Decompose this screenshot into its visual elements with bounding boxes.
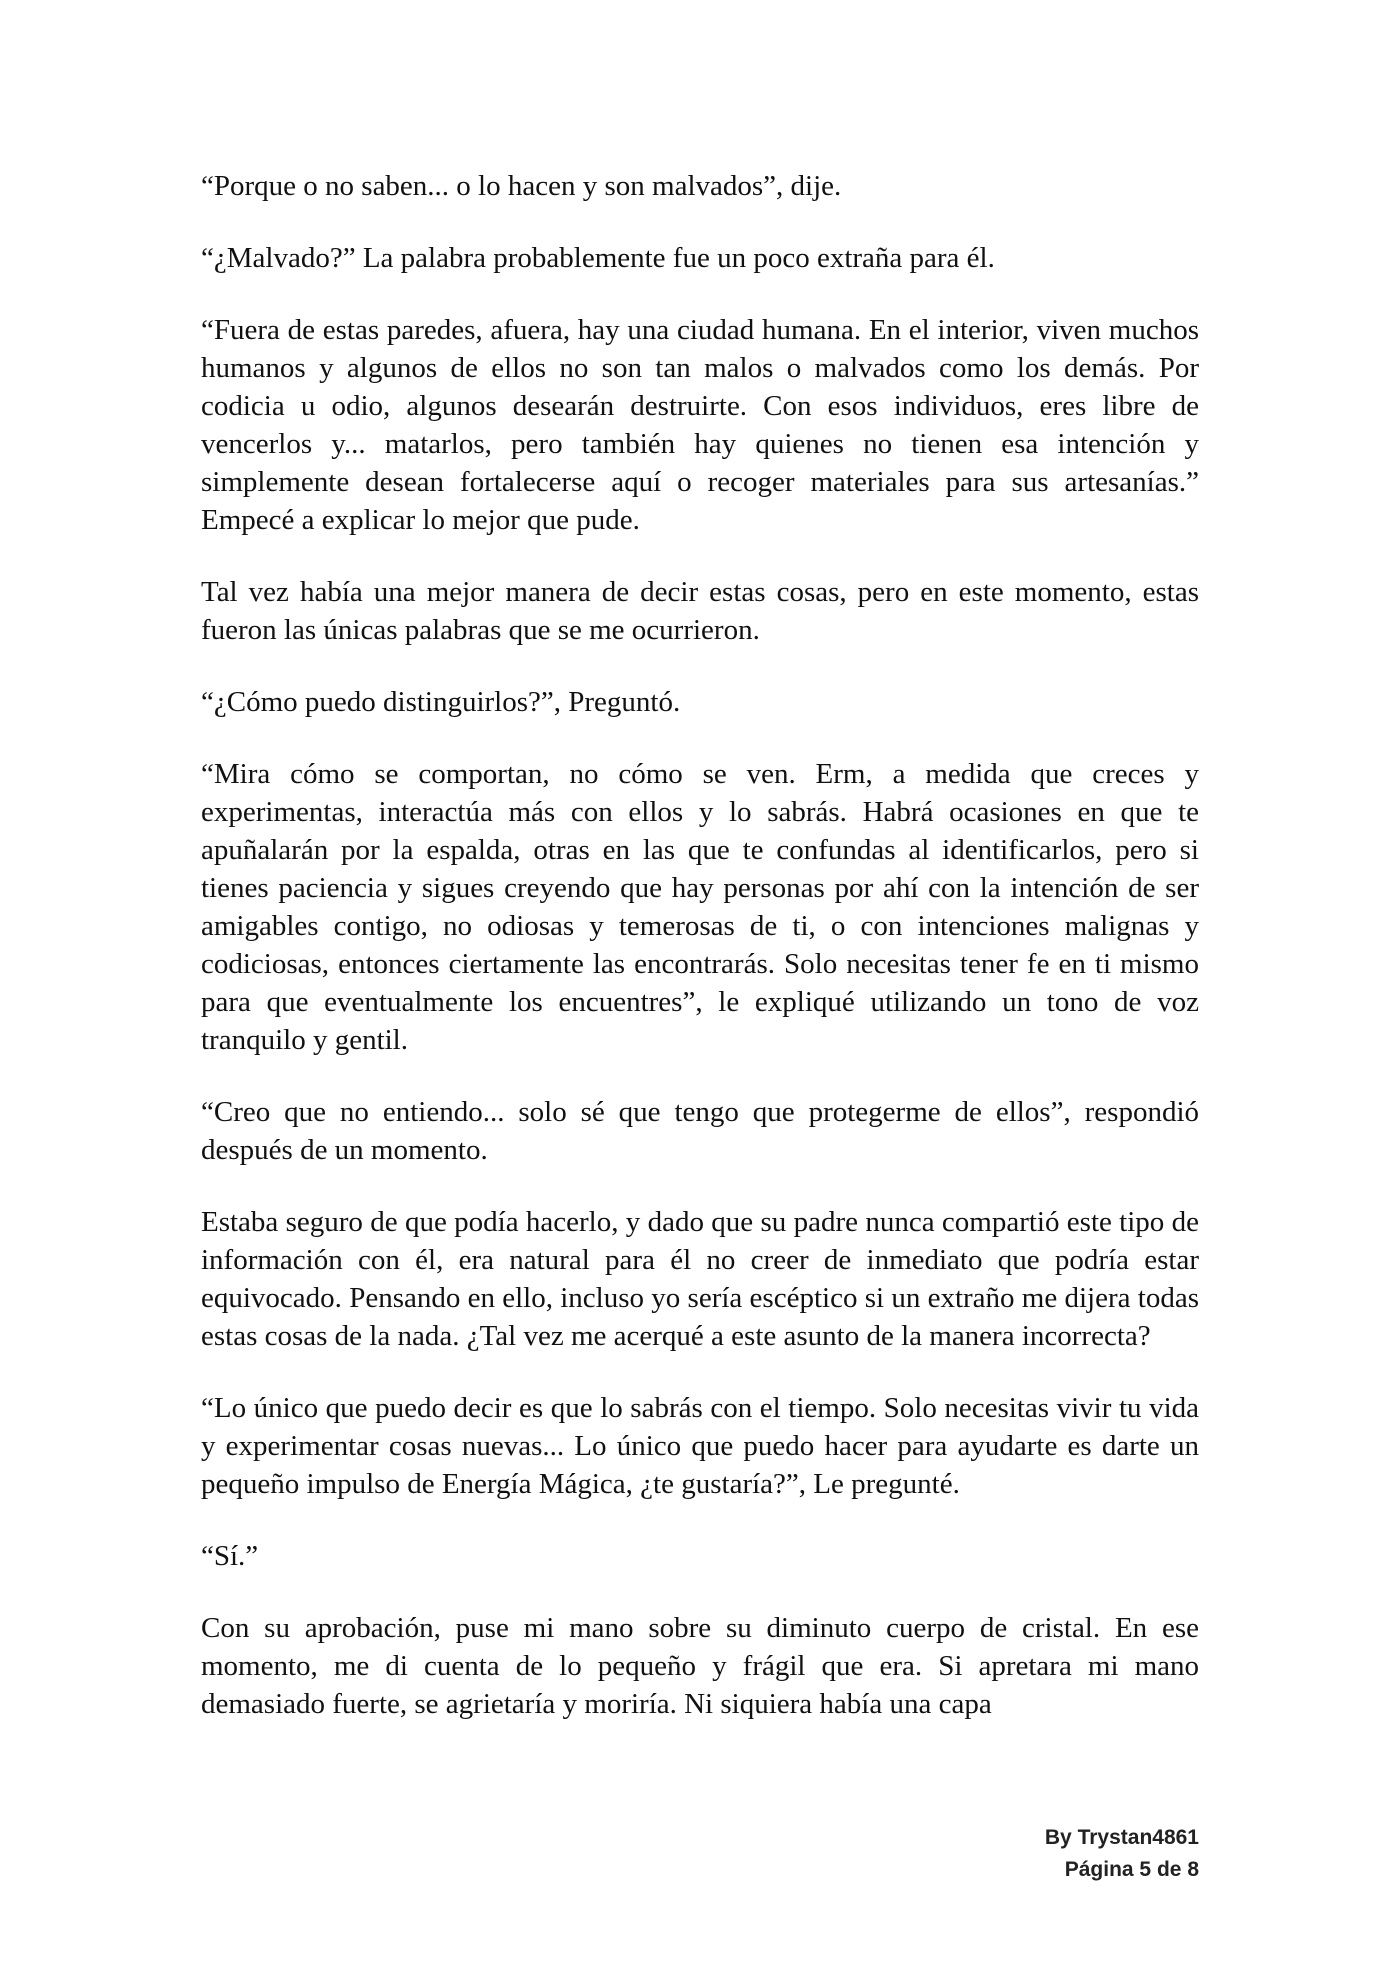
- paragraph-10: “Sí.”: [201, 1540, 259, 1572]
- page-footer: [1045, 1822, 1199, 1886]
- footer-page-label: Página: [1064, 1858, 1134, 1881]
- paragraph-11: Con su aprobación, puse mi mano sobre su diminuto cuerpo de cristal. En ese momento, me di cuenta de lo pequeño y frágil que era. Si apretara mi mano demasiado fuerte, se agrietaría y moriría. Ni siquiera había una capa: [201, 1612, 1199, 1720]
- paragraph-4: Tal vez había una mejor manera de decir estas cosas, pero en este momento, estas fueron las únicas palabras que se me ocurrieron.: [201, 576, 1199, 646]
- body-text: [201, 167, 1199, 1723]
- footer-total-pages: 8: [1187, 1858, 1199, 1881]
- paragraph-8: Estaba seguro de que podía hacerlo, y dado que su padre nunca compartió este tipo de información con él, era natural para él no creer de inmediato que podría estar equivocado. Pensando en ello, incluso yo sería escéptico si un extraño me dijera todas estas cosas de la nada. ¿Tal vez me acerqué a este asunto de la manera incorrecta?: [201, 1206, 1199, 1352]
- paragraph-3: “Fuera de estas paredes, afuera, hay una ciudad humana. En el interior, viven muchos humanos y algunos de ellos no son tan malos o malvados como los demás. Por codicia u odio, algunos desearán destruirte. Con esos individuos, eres libre de vencerlos y... matarlos, pero también hay quienes no tienen esa intención y simplemente desean fortalecerse aquí o recoger materiales para sus artesanías.” Empecé a explicar lo mejor que pude.: [201, 314, 1199, 536]
- paragraph-1: “Porque o no saben... o lo hacen y son malvados”, dije.: [201, 170, 842, 202]
- footer-page-indicator: [1045, 1854, 1199, 1886]
- paragraph-5: “¿Cómo puedo distinguirlos?”, Preguntó.: [201, 686, 681, 718]
- footer-of-label: de: [1156, 1858, 1182, 1881]
- paragraph-9: “Lo único que puedo decir es que lo sabrás con el tiempo. Solo necesitas vivir tu vida y experimentar cosas nuevas... Lo único que puedo hacer para ayudarte es darte un pequeño impulso de Energía Mágica, ¿te gustaría?”, Le pregunté.: [201, 1392, 1199, 1500]
- footer-author: By Trystan4861: [1044, 1826, 1199, 1849]
- paragraph-7: “Creo que no entiendo... solo sé que tengo que protegerme de ellos”, respondió después de un momento.: [201, 1096, 1199, 1166]
- paragraph-6: “Mira cómo se comportan, no cómo se ven. Erm, a medida que creces y experimentas, interactúa más con ellos y lo sabrás. Habrá ocasiones en que te apuñalarán por la espalda, otras en las que te confundas al identificarlos, pero si tienes paciencia y sigues creyendo que hay personas por ahí con la intención de ser amigables contigo, no odiosas y temerosas de ti, o con intenciones malignas y codiciosas, entonces ciertamente las encontrarás. Solo necesitas tener fe en ti mismo para que eventualmente los encuentres”, le expliqué utilizando un tono de voz tranquilo y gentil.: [201, 758, 1199, 1056]
- footer-page-number: 5: [1139, 1858, 1152, 1881]
- paragraph-2: “¿Malvado?” La palabra probablemente fue un poco extraña para él.: [201, 242, 995, 274]
